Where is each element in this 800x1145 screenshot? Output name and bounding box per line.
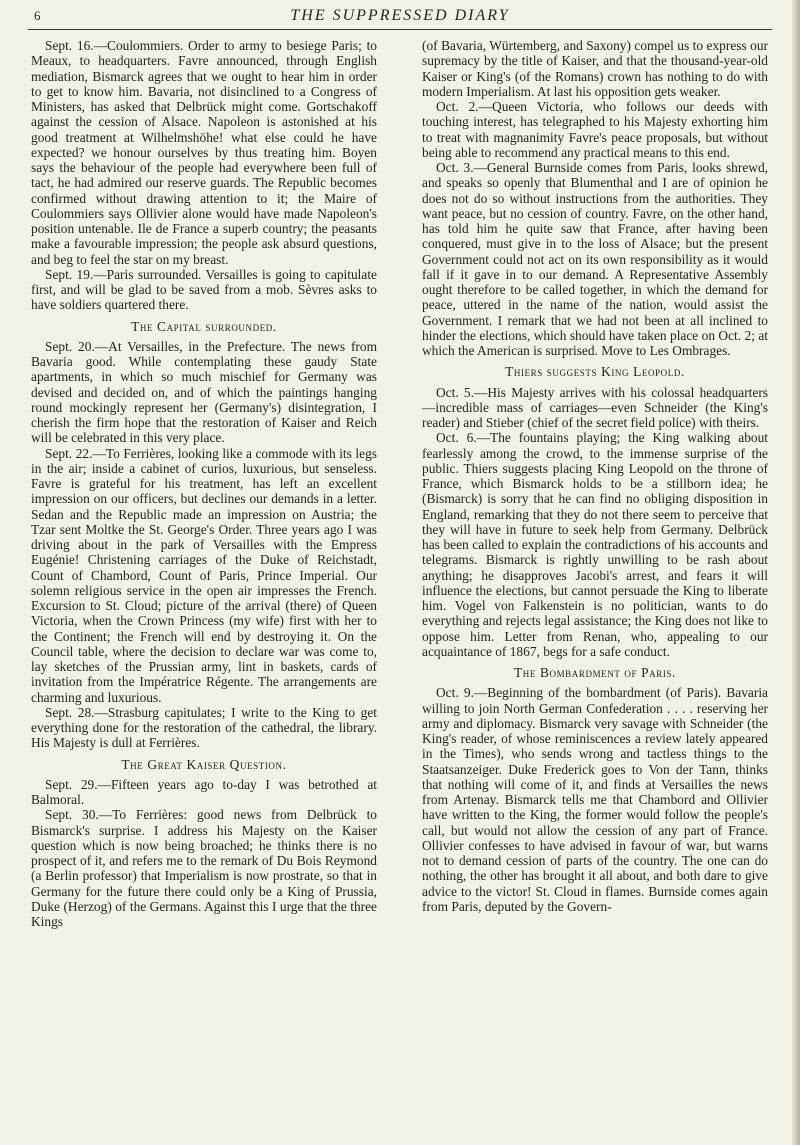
diary-paragraph: Oct. 6.—The fountains playing; the King walking about fearlessly among the crowd, to the immense surprise of the public. Thiers suggests placing King Leopold on the throne of France, which Bismarck holds to be a stillborn idea; he (Bismarck) is sorry that he can find no obliging disposition in England, remarking that they do not there seem to perceive that they will have in future to seek help from Germany. Delbrück has been called to explain the contradictions of his accounts and telegrams. Bismarck is rightly unwilling to be rash about anything; he disapproves Jacobi's arrest, and fears it will influence the elections, but cannot persuade the King to liberate him. Vogel von Falkenstein is no politician, wants to do everything and rejects legal assistance; the King does not like to oppose him. Letter from Renan, who, appealing to our acquaintance of 1867, begs for a safe conduct. (422, 430, 768, 659)
diary-paragraph: Oct. 5.—His Majesty arrives with his colossal headquarters—incredible mass of carriages—even Schneider (the King's reader) and Stieber (chief of the secret field police) with theirs. (422, 384, 768, 430)
diary-paragraph: Oct. 3.—General Burnside comes from Paris, looks shrewd, and speaks so openly that Blumenthal and I are of opinion he does not do so without instructions from the authorities. They want peace, but no cession of country. Favre, on the other hand, has told him he quite saw that France, after having been conquered, must give in to the loss of Alsace; but the present Government could not act on its own responsibility as it would fall if it gave in to our demand. A Representative Assembly ought therefore to be called together, in which the demand for peace, uttered in the name of the nation, would assist the Government. I remark that we had not been at all inclined to hinder the elections, which should have taken place on Oct. 2; at which the American is surprised. Move to Les Ombrages. (422, 160, 768, 358)
page-number: 6 (34, 8, 41, 23)
section-heading: Thiers suggests King Leopold. (505, 364, 685, 380)
section-heading: The Great Kaiser Question. (121, 756, 287, 772)
diary-paragraph: Sept. 19.—Paris surrounded. Versailles is going to capitulate first, and will be glad to be saved from a mob. Sèvres asks to have soldiers quartered there. (31, 266, 377, 313)
page-edge (792, 0, 800, 1145)
diary-paragraph: Sept. 30.—To Ferrières: good news from Delbrück to Bismarck's surprise. I address his Majesty on the Kaiser question which is now being broached; he thinks there is no prospect of it, and refers me to the remark of Du Bois Reymond (a Berlin professor) that Imperialism is now prostrate, so that in Germany for the future there could only be a King of Prussia, Duke (Herzog) of the Germans. Against this I urge that the three Kings (31, 807, 377, 929)
section-heading: The Capital surrounded. (131, 318, 277, 334)
diary-paragraph: Sept. 20.—At Versailles, in the Prefecture. The news from Bavaria good. While contemplating these gaudy State apartments, in which so much mischief for Germany was devised and decided on, and of which the paintings hanging round mockingly represent her (Germany's) disintegration, I cherish the firm hope that the restoration of Kaiser and Reich will be celebrated in this very place. (31, 338, 377, 446)
right-column (422, 38, 768, 914)
diary-paragraph: Sept. 28.—Strasburg capitulates; I write to the King to get everything done for the restoration of the cathedral, the library. His Majesty is dull at Ferrières. (31, 704, 377, 751)
diary-paragraph: (of Bavaria, Würtemberg, and Saxony) compel us to express our supremacy by the title of Kaiser, and that the thousand-year-old Kaiser or King's (of the Romans) crown has nothing to do with modern Imperialism. At last his opposition gets weaker. (422, 38, 768, 99)
section-heading: The Bombardment of Paris. (514, 665, 676, 680)
diary-paragraph: Oct. 9.—Beginning of the bombardment (of Paris). Bavaria willing to join North German Confederation . . . . reserving her army and diplomacy. Bismarck very savage with Schneider (the King's reader, of whose reminiscences a review lately appeared in the Times), who sends wrong and tactless things to the Staatsanzeiger. Duke Frederick goes to Von der Tann, thinks that nothing will come of it, and finds at Versailles the news from Artenay. Bismarck tells me that Chambord and Ollivier have written to the King, the former would follow the people's call, but would not allow the cession of any part of France. Ollivier confesses to have advised in favour of war, but warns not to demand cession of parts of the country. The one can do nothing, the other has brought it all about, and both dare to give advice to the victor! St. Cloud in flames. Burnside comes again from Paris, deputed by the Govern- (422, 685, 768, 914)
left-column (31, 38, 377, 929)
diary-paragraph: Sept. 22.—To Ferrières, looking like a commode with its legs in the air; inside a cabinet of curios, luxurious, but senseless. Favre is grateful for his treatment, has left an excellent impression on our officers, but declines our demands in a letter. Sedan and the Republic made an impression on Austria; the Tzar sent Moltke the St. George's Order. Three years ago I was driving about in the park of Versailles with the Empress Eugénie! Christening carriages of the Duke of Reichstadt, Count of Chambord, Count of Paris, Prince Imperial. Our solemn religious service in the open air impresses the French. Excursion to St. Cloud; picture of the arrival (there) of Queen Victoria, when the Crown Princess (my wife) first with her to the Continent; the French will end by destroying it. On the Council table, where the decision to declare war was come to, lay sketches of the Prussian army, lint in baskets, cards of invitation from the Impératrice Régente. The arrangements are charming and luxurious. (31, 445, 377, 705)
diary-paragraph: Sept. 16.—Coulommiers. Order to army to besiege Paris; to Meaux, to headquarters. Favre announced, through English mediation, Bismarck agrees that we ought to hear him in order to get to know him. Bavaria, not disinclined to a Congress of Ministers, has asked that Delbrück might come. Gortschakoff against the cession of Alsace. Napoleon is astonished at his good treatment at Wilhelmshöhe! what else could he have expected? we honour ourselves by thus treating him. Boyen says the behaviour of the people had everywhere been full of tact, he had admired our reserve guards. The Republic becomes confirmed without drawing attention to it; the Maire of Coulommiers says Ollivier alone would have made Napoleon's position untenable. Ile de France a superb country; the peasants make a favourable impression; the people ask absurd questions, and beg to feel the star on my breast. (31, 38, 377, 267)
diary-paragraph: Oct. 2.—Queen Victoria, who follows our deeds with touching interest, has telegraphed to his Majesty exhorting him to treat with magnanimity Favre's peace proposals, but without being able to recommend any practical means to this end. (422, 99, 768, 160)
running-head: THE SUPPRESSED DIARY (290, 7, 510, 24)
diary-paragraph: Sept. 29.—Fifteen years ago to-day I was betrothed at Balmoral. (31, 776, 377, 807)
header-rule (28, 29, 772, 30)
